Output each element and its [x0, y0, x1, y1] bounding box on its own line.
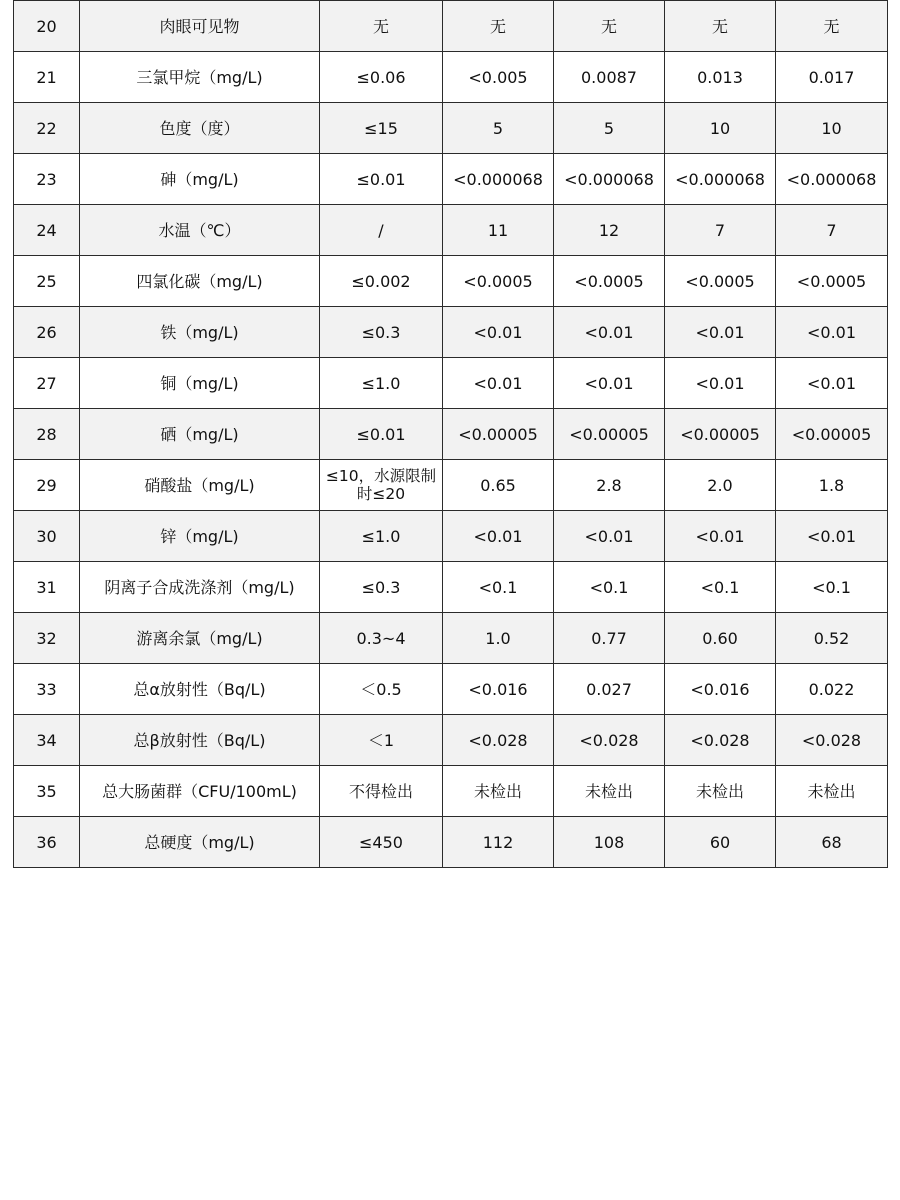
result-2: 0.77	[554, 613, 665, 664]
result-2: 12	[554, 205, 665, 256]
test-item: 铜（mg/L)	[80, 358, 320, 409]
test-item: 锌（mg/L)	[80, 511, 320, 562]
result-1: <0.01	[443, 307, 554, 358]
water-quality-table	[13, 0, 888, 868]
test-item: 四氯化碳（mg/L)	[80, 256, 320, 307]
table-row	[14, 817, 888, 868]
standard-limit: ＜1	[320, 715, 443, 766]
standard-limit: ≤15	[320, 103, 443, 154]
result-3: 10	[665, 103, 776, 154]
row-number: 34	[14, 715, 80, 766]
table-row	[14, 358, 888, 409]
result-3: 7	[665, 205, 776, 256]
result-3: <0.0005	[665, 256, 776, 307]
test-item: 总大肠菌群（CFU/100mL)	[80, 766, 320, 817]
result-1: 未检出	[443, 766, 554, 817]
test-item: 水温（℃）	[80, 205, 320, 256]
row-number: 36	[14, 817, 80, 868]
row-number: 26	[14, 307, 80, 358]
result-1: <0.00005	[443, 409, 554, 460]
water-quality-table-container	[13, 0, 888, 868]
result-4: <0.028	[776, 715, 888, 766]
standard-limit: /	[320, 205, 443, 256]
result-1: <0.005	[443, 52, 554, 103]
table-row	[14, 52, 888, 103]
result-3: 60	[665, 817, 776, 868]
result-3: <0.000068	[665, 154, 776, 205]
row-number: 28	[14, 409, 80, 460]
result-3: <0.016	[665, 664, 776, 715]
result-3: <0.1	[665, 562, 776, 613]
standard-limit: ≤0.002	[320, 256, 443, 307]
table-row	[14, 613, 888, 664]
result-4: 未检出	[776, 766, 888, 817]
result-2: 0.0087	[554, 52, 665, 103]
standard-limit: 0.3~4	[320, 613, 443, 664]
test-item: 阴离子合成洗涤剂（mg/L)	[80, 562, 320, 613]
result-2: <0.01	[554, 307, 665, 358]
test-item: 铁（mg/L)	[80, 307, 320, 358]
result-3: 0.013	[665, 52, 776, 103]
result-4: <0.01	[776, 307, 888, 358]
row-number: 24	[14, 205, 80, 256]
result-2: <0.01	[554, 358, 665, 409]
result-1: <0.000068	[443, 154, 554, 205]
standard-limit: ≤0.06	[320, 52, 443, 103]
row-number: 22	[14, 103, 80, 154]
test-item: 色度（度）	[80, 103, 320, 154]
result-4: <0.00005	[776, 409, 888, 460]
standard-limit: ≤10，水源限制时≤20	[320, 460, 443, 511]
result-2: <0.000068	[554, 154, 665, 205]
row-number: 30	[14, 511, 80, 562]
result-3: <0.00005	[665, 409, 776, 460]
standard-limit: 不得检出	[320, 766, 443, 817]
row-number: 25	[14, 256, 80, 307]
standard-limit: ≤1.0	[320, 358, 443, 409]
result-3: <0.028	[665, 715, 776, 766]
result-2: 108	[554, 817, 665, 868]
row-number: 32	[14, 613, 80, 664]
row-number: 20	[14, 1, 80, 52]
result-3: 无	[665, 1, 776, 52]
result-3: <0.01	[665, 307, 776, 358]
result-3: 未检出	[665, 766, 776, 817]
result-4: <0.01	[776, 511, 888, 562]
result-2: 0.027	[554, 664, 665, 715]
result-2: <0.01	[554, 511, 665, 562]
result-1: 0.65	[443, 460, 554, 511]
table-row	[14, 562, 888, 613]
result-3: <0.01	[665, 511, 776, 562]
result-4: 无	[776, 1, 888, 52]
standard-limit: ＜0.5	[320, 664, 443, 715]
result-4: 1.8	[776, 460, 888, 511]
result-4: 10	[776, 103, 888, 154]
result-1: 1.0	[443, 613, 554, 664]
result-4: <0.0005	[776, 256, 888, 307]
standard-limit: 无	[320, 1, 443, 52]
result-2: 5	[554, 103, 665, 154]
row-number: 29	[14, 460, 80, 511]
result-4: 68	[776, 817, 888, 868]
table-row	[14, 1, 888, 52]
test-item: 游离余氯（mg/L)	[80, 613, 320, 664]
test-item: 三氯甲烷（mg/L)	[80, 52, 320, 103]
result-1: 无	[443, 1, 554, 52]
result-3: 2.0	[665, 460, 776, 511]
test-item: 肉眼可见物	[80, 1, 320, 52]
result-4: 0.017	[776, 52, 888, 103]
table-row	[14, 256, 888, 307]
table-row	[14, 103, 888, 154]
result-1: <0.1	[443, 562, 554, 613]
standard-limit: ≤0.01	[320, 154, 443, 205]
row-number: 27	[14, 358, 80, 409]
test-item: 硒（mg/L)	[80, 409, 320, 460]
table-row	[14, 766, 888, 817]
standard-limit: ≤0.3	[320, 307, 443, 358]
row-number: 31	[14, 562, 80, 613]
result-1: <0.01	[443, 511, 554, 562]
test-item: 砷（mg/L)	[80, 154, 320, 205]
result-1: 112	[443, 817, 554, 868]
table-row	[14, 715, 888, 766]
result-3: 0.60	[665, 613, 776, 664]
result-2: 2.8	[554, 460, 665, 511]
standard-limit: ≤1.0	[320, 511, 443, 562]
row-number: 33	[14, 664, 80, 715]
result-1: <0.028	[443, 715, 554, 766]
table-row	[14, 511, 888, 562]
result-2: <0.00005	[554, 409, 665, 460]
result-4: <0.1	[776, 562, 888, 613]
result-2: <0.1	[554, 562, 665, 613]
test-item: 硝酸盐（mg/L)	[80, 460, 320, 511]
test-item: 总硬度（mg/L)	[80, 817, 320, 868]
test-item: 总β放射性（Bq/L)	[80, 715, 320, 766]
row-number: 35	[14, 766, 80, 817]
result-1: <0.016	[443, 664, 554, 715]
result-4: 0.022	[776, 664, 888, 715]
standard-limit: ≤0.3	[320, 562, 443, 613]
table-row	[14, 460, 888, 511]
result-4: 7	[776, 205, 888, 256]
result-4: 0.52	[776, 613, 888, 664]
standard-limit: ≤0.01	[320, 409, 443, 460]
result-1: <0.01	[443, 358, 554, 409]
table-row	[14, 307, 888, 358]
result-2: <0.0005	[554, 256, 665, 307]
table-row	[14, 664, 888, 715]
result-1: 11	[443, 205, 554, 256]
row-number: 21	[14, 52, 80, 103]
table-row	[14, 409, 888, 460]
result-1: <0.0005	[443, 256, 554, 307]
result-2: 无	[554, 1, 665, 52]
table-row	[14, 154, 888, 205]
result-3: <0.01	[665, 358, 776, 409]
row-number: 23	[14, 154, 80, 205]
result-1: 5	[443, 103, 554, 154]
result-4: <0.000068	[776, 154, 888, 205]
result-4: <0.01	[776, 358, 888, 409]
result-2: <0.028	[554, 715, 665, 766]
table-row	[14, 205, 888, 256]
standard-limit: ≤450	[320, 817, 443, 868]
test-item: 总α放射性（Bq/L)	[80, 664, 320, 715]
result-2: 未检出	[554, 766, 665, 817]
